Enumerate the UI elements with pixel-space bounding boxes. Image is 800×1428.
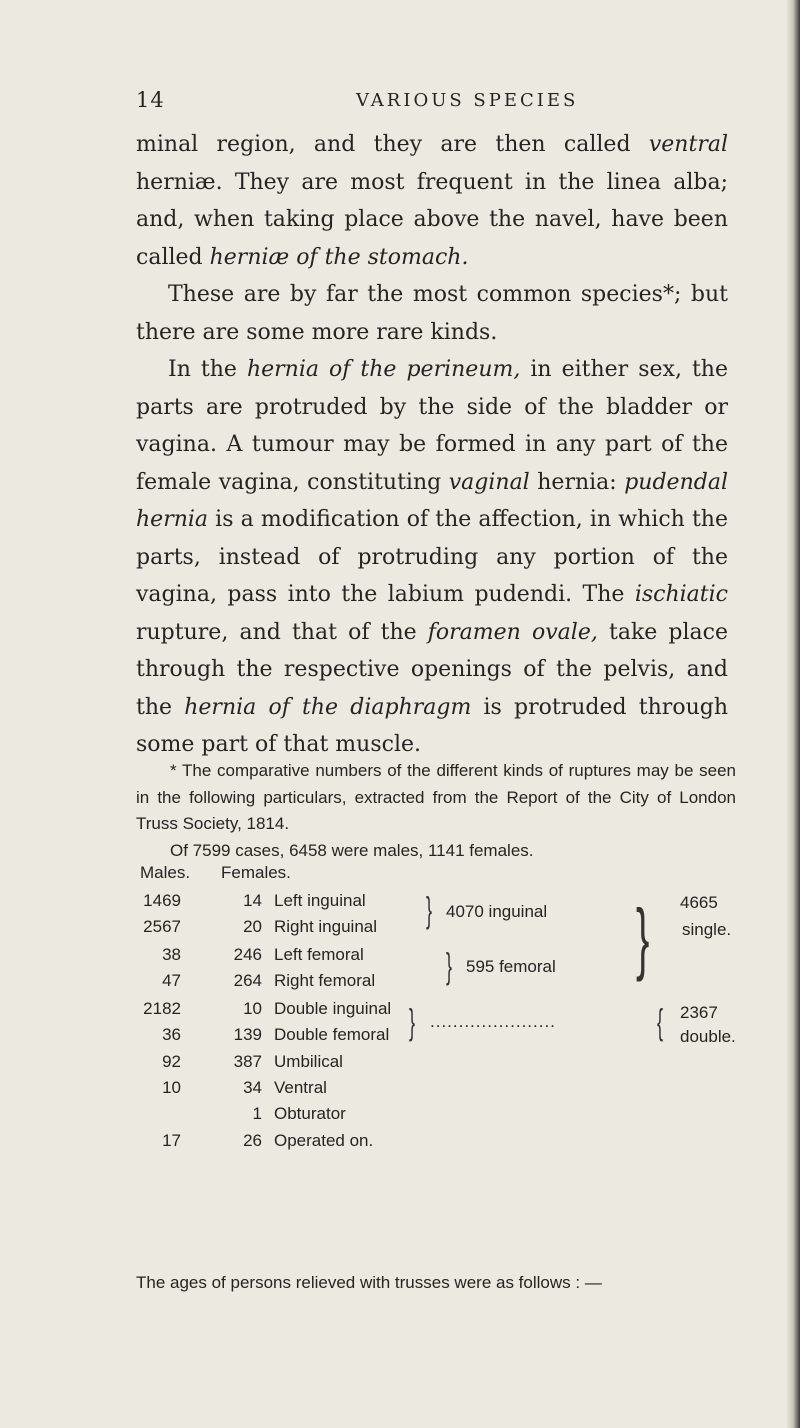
females-count: 1 (252, 1104, 262, 1123)
footnote-cases: Of 7599 cases, 6458 were males, 1141 females. (170, 840, 534, 860)
females-count: 14 (243, 891, 262, 910)
rupture-kind-label: Left femoral (274, 945, 364, 964)
males-count: 10 (162, 1078, 181, 1097)
text-run: herniæ. They are most frequent in the linea alba; and, when taking place above the navel, have been called (136, 169, 728, 270)
italic-run: hernia of the diaphragm (184, 694, 472, 720)
males-count: 92 (162, 1052, 181, 1071)
italic-run: pudendal hernia (136, 469, 728, 532)
italic-run: herniæ of the stomach. (209, 244, 469, 270)
males-count: 2182 (143, 999, 181, 1018)
rupture-kind-label: Left inguinal (274, 891, 366, 910)
females-count: 20 (243, 917, 262, 936)
females-count: 26 (243, 1131, 262, 1150)
females-count: 139 (233, 1025, 262, 1044)
paragraph-ventral-herniae (136, 126, 728, 276)
males-count: 2567 (143, 917, 181, 936)
page-edge-shadow (786, 0, 800, 1428)
text-run: in either sex, the parts are protruded by the side of the bladder or vagina. A tumour may be formed in any part of the female vagina, constituting (136, 357, 728, 495)
rupture-kind-label: Ventral (274, 1078, 327, 1097)
leader-dots: ...................... (430, 1012, 556, 1031)
rupture-kind-label: Right femoral (274, 971, 376, 990)
rupture-kind-label: Obturator (274, 1104, 346, 1123)
brace-inguinal: } (426, 889, 433, 930)
italic-run: foramen ovale, (427, 619, 598, 645)
brace-femoral: } (446, 945, 453, 986)
females-count: 10 (243, 999, 262, 1018)
females-count: 246 (233, 945, 262, 964)
males-count: 36 (162, 1025, 181, 1044)
double-total: 2367 (680, 1003, 718, 1022)
males-count: 47 (162, 971, 181, 990)
rupture-kind-label: Right inguinal (274, 917, 378, 936)
text-run: take place through the respective openings of the pelvis, and the (136, 619, 729, 720)
text-run: minal region, and they are then called (136, 132, 649, 157)
rupture-kind-label: Operated on. (274, 1131, 374, 1150)
italic-run: vaginal (448, 469, 530, 495)
italic-run: hernia of the perineum, (246, 357, 521, 382)
males-count: 38 (162, 945, 181, 964)
text-run: is protruded through some part of that muscle. (136, 694, 728, 757)
text-run: In the (168, 357, 247, 382)
column-header-females: Females. (221, 863, 291, 882)
double-label: double. (680, 1027, 736, 1046)
brace-double-left: } (409, 1001, 416, 1042)
text-run: rupture, and that of the (136, 619, 428, 645)
footnote-intro: * The comparative numbers of the different kinds of ruptures may be seen in the following particulars, extracted from the Report of the City of London Truss Society, 1814. (136, 761, 736, 833)
females-count: 264 (233, 971, 262, 990)
single-label: single. (682, 920, 732, 939)
females-count: 34 (243, 1078, 262, 1097)
group-femoral: 595 femoral (466, 957, 556, 976)
rupture-kind-label: Double inguinal (274, 999, 392, 1018)
males-count: 17 (162, 1131, 181, 1150)
single-total: 4665 (680, 893, 718, 912)
column-header-males: Males. (140, 863, 191, 882)
brace-double-right: } (656, 1001, 663, 1042)
text-run: is a modification of the affection, in which the parts, instead of protruding any portion of the vagina, pass into the labium pudendi. The (136, 507, 728, 607)
males-count: 1469 (143, 891, 181, 910)
paragraph-rare-kinds (136, 351, 728, 764)
text-run: These are by far the most common species*; but there are some more rare kinds. (136, 282, 728, 345)
rupture-kind-label: Double femoral (274, 1025, 390, 1044)
footnote (136, 758, 736, 864)
italic-run: ischiatic (634, 582, 728, 607)
group-inguinal: 4070 inguinal (446, 902, 548, 921)
page-number: 14 (136, 88, 165, 112)
running-title: VARIOUS SPECIES (356, 90, 579, 111)
paragraph-common-species (136, 276, 728, 351)
ages-line: The ages of persons relieved with trusses were as follows : — (136, 1273, 602, 1292)
italic-run: ventral (648, 132, 728, 157)
rupture-kind-label: Umbilical (274, 1052, 343, 1071)
text-run: hernia: (529, 469, 625, 495)
brace-single: } (636, 893, 650, 982)
body-text (136, 126, 728, 764)
females-count: 387 (233, 1052, 262, 1071)
